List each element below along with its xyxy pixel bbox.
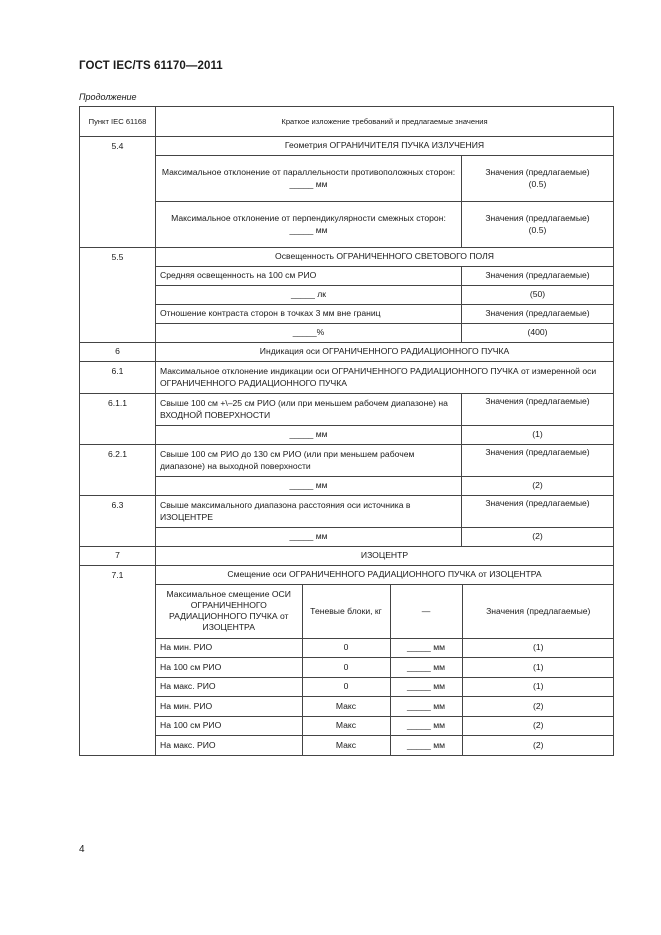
distance-label: На макс. РИО (156, 736, 302, 756)
clause-number: 6.1.1 (80, 394, 156, 445)
unit-blank: _____ мм (390, 638, 462, 658)
column-header-summary: Краткое изложение требований и предлагаемые значения (156, 107, 614, 137)
requirement-text (156, 156, 462, 202)
section-row (80, 343, 614, 362)
distance-label: На мин. РИО (156, 697, 302, 717)
table-row (156, 638, 614, 658)
nested-header: — (390, 585, 462, 638)
section-title: Индикация оси ОГРАНИЧЕННОГО РАДИАЦИОННОГО ПУЧКА (156, 343, 614, 362)
unit-blank: _____ мм (390, 677, 462, 697)
value-number: (1) (462, 426, 614, 445)
table-row (80, 445, 614, 477)
clause-number: 6.3 (80, 496, 156, 547)
section-row (80, 248, 614, 267)
unit-blank: _____ мм (289, 178, 328, 189)
value-number: (1) (462, 638, 614, 658)
value-label: Значения (предлагаемые) (462, 394, 614, 426)
table-row (156, 697, 614, 717)
shadow-block-value: 0 (302, 658, 390, 678)
requirement-text: Свыше 100 см РИО до 130 см РИО (или при меньшем рабочем диапазоне) на выходной поверхности (156, 445, 462, 477)
table-row (80, 362, 614, 394)
value-number: (2) (462, 697, 614, 717)
nested-table-row (80, 585, 614, 756)
table-row (80, 528, 614, 547)
isocenter-offset-table (156, 585, 614, 756)
unit-blank: _____ мм (390, 716, 462, 736)
nested-header: Значения (предлагаемые) (462, 585, 614, 638)
clause-number: 6 (80, 343, 156, 362)
distance-label: На 100 см РИО (156, 716, 302, 736)
table-row (80, 286, 614, 305)
table-row (80, 267, 614, 286)
value-label: Значения (предлагаемые) (462, 445, 614, 477)
section-title: Геометрия ОГРАНИЧИТЕЛЯ ПУЧКА ИЗЛУЧЕНИЯ (156, 137, 614, 156)
section-title: Смещение оси ОГРАНИЧЕННОГО РАДИАЦИОННОГО ПУЧКА от ИЗОЦЕНТРА (156, 566, 614, 585)
shadow-block-value: 0 (302, 677, 390, 697)
value-cell (462, 156, 614, 202)
nested-header: Теневые блоки, кг (302, 585, 390, 638)
section-title: ИЗОЦЕНТР (156, 547, 614, 566)
table-row (156, 658, 614, 678)
unit-blank: _____ мм (289, 224, 328, 235)
unit-blank: _____ мм (156, 528, 462, 547)
value-label: Значения (предлагаемые) (485, 167, 590, 178)
page-number: 4 (79, 844, 85, 855)
unit-blank: _____% (156, 324, 462, 343)
shadow-block-value: Макс (302, 697, 390, 717)
table-row (80, 156, 614, 202)
shadow-block-value: 0 (302, 638, 390, 658)
requirement-text-main: Максимальное отклонение от перпендикулярности смежных сторон: (171, 213, 446, 224)
table-row (80, 305, 614, 324)
requirement-text: Максимальное отклонение индикации оси ОГРАНИЧЕННОГО РАДИАЦИОННОГО ПУЧКА от измеренной оси ОГРАНИЧЕННОГО РАДИАЦИОННОГО ПУЧКА (156, 362, 614, 394)
unit-blank: _____ мм (390, 736, 462, 756)
unit-blank: _____ мм (390, 697, 462, 717)
table-row (80, 477, 614, 496)
value-number: (0.5) (528, 178, 547, 189)
nested-header-row (156, 585, 614, 638)
requirements-table (79, 106, 614, 756)
value-label: Значения (предлагаемые) (485, 213, 590, 224)
continuation-label: Продолжение (79, 92, 137, 102)
distance-label: На 100 см РИО (156, 658, 302, 678)
value-cell (462, 202, 614, 248)
table-row (156, 736, 614, 756)
requirement-text (156, 202, 462, 248)
value-number: (2) (462, 716, 614, 736)
clause-number: 7 (80, 547, 156, 566)
value-number: (400) (462, 324, 614, 343)
table-row (80, 202, 614, 248)
document-title: ГОСТ IEC/TS 61170—2011 (79, 60, 223, 72)
table-row (156, 677, 614, 697)
requirement-text: Свыше 100 см +\–25 см РИО (или при меньшем рабочем диапазоне) на ВХОДНОЙ ПОВЕРХНОСТИ (156, 394, 462, 426)
shadow-block-value: Макс (302, 716, 390, 736)
clause-number: 6.2.1 (80, 445, 156, 496)
clause-number: 5.5 (80, 248, 156, 343)
table-row (80, 426, 614, 445)
value-label: Значения (предлагаемые) (462, 267, 614, 286)
section-row (80, 547, 614, 566)
requirement-text: Отношение контраста сторон в точках 3 мм вне границ (156, 305, 462, 324)
clause-number: 7.1 (80, 566, 156, 756)
table-row (80, 324, 614, 343)
nested-header: Максимальное смещение ОСИ ОГРАНИЧЕННОГО РАДИАЦИОННОГО ПУЧКА от ИЗОЦЕНТРА (156, 585, 302, 638)
value-label: Значения (предлагаемые) (462, 305, 614, 324)
table-header-row (80, 107, 614, 137)
value-number: (50) (462, 286, 614, 305)
clause-number: 6.1 (80, 362, 156, 394)
section-row (80, 566, 614, 585)
value-number: (2) (462, 528, 614, 547)
requirement-text: Средняя освещенность на 100 см РИО (156, 267, 462, 286)
value-label: Значения (предлагаемые) (462, 496, 614, 528)
table-row (80, 394, 614, 426)
section-title: Освещенность ОГРАНИЧЕННОГО СВЕТОВОГО ПОЛЯ (156, 248, 614, 267)
shadow-block-value: Макс (302, 736, 390, 756)
value-number: (1) (462, 658, 614, 678)
clause-number: 5.4 (80, 137, 156, 248)
column-header-clause: Пункт IEC 61168 (80, 107, 156, 137)
section-row (80, 137, 614, 156)
unit-blank: _____ лк (156, 286, 462, 305)
unit-blank: _____ мм (390, 658, 462, 678)
value-number: (2) (462, 477, 614, 496)
value-number: (1) (462, 677, 614, 697)
value-number: (2) (462, 736, 614, 756)
value-number: (0.5) (528, 224, 547, 235)
nested-table-cell (156, 585, 614, 756)
unit-blank: _____ мм (156, 477, 462, 496)
requirement-text: Свыше максимального диапазона расстояния оси источника в ИЗОЦЕНТРЕ (156, 496, 462, 528)
table-row (156, 716, 614, 736)
table-row (80, 496, 614, 528)
distance-label: На макс. РИО (156, 677, 302, 697)
distance-label: На мин. РИО (156, 638, 302, 658)
requirement-text-main: Максимальное отклонение от параллельности противоположных сторон: (161, 167, 456, 178)
unit-blank: _____ мм (156, 426, 462, 445)
